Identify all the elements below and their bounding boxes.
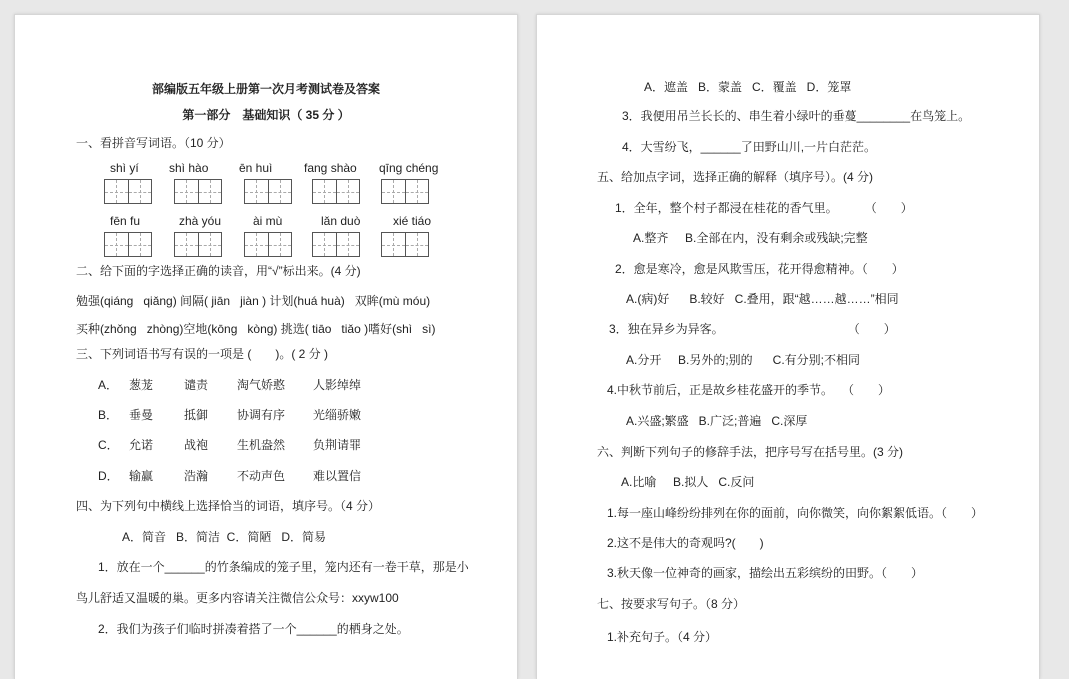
tianzige-box — [312, 232, 360, 257]
question-text: 1.补充句子。（4 分） — [607, 630, 718, 644]
question-line — [615, 261, 904, 277]
word-choices: A．简音 B．简洁 C．简陋 D．简易 — [122, 530, 327, 544]
tianzige-cell — [406, 233, 429, 256]
question-text: 1．放在一个______的竹条编成的笼子里，笼内还有一卷干草，那是小 — [98, 560, 469, 574]
pinyin-label: ēn huì — [239, 161, 273, 175]
question-text: 1．全年，整个村子都浸在桂花的香气里。 — [615, 201, 838, 215]
tianzige-box — [244, 232, 292, 257]
tianzige-cell — [129, 233, 152, 256]
document-page-right — [536, 14, 1040, 679]
option-word: 光缁骄嫩 — [313, 408, 362, 422]
answer-choices: A.比喻 B.拟人 C.反问 — [621, 475, 755, 489]
tianzige-cell — [382, 233, 406, 256]
pinyin-label: shì hào — [169, 161, 209, 175]
option-word: 不动声色 — [237, 469, 286, 483]
doc-title: 部编版五年级上册第一次月考测试卷及答案 — [151, 82, 380, 96]
answer-bracket: （ ） — [861, 262, 904, 276]
option-letter: C． — [98, 438, 119, 452]
pronunciation-line: 买种(zhǒng zhòng)空地(kōng kòng) 挑选( tiāo tiǎo )嗜好(shì sì) — [76, 322, 436, 336]
section-6-heading: 六、判断下列句子的修辞手法，把序号写在括号里。(3 分) — [597, 445, 904, 459]
pronunciation-line: 勉强(qiáng qiǎng) 间隔( jiān jiàn ) 计划(huá huà) 双眸(mù móu) — [76, 294, 431, 308]
question-text: 2．我们为孩子们临时拼凑着搭了一个______的栖身之处。 — [98, 622, 409, 636]
question-text: 3．我便用吊兰长长的、串生着小绿叶的垂蔓________在鸟笼上。 — [622, 109, 971, 123]
option-word: 战袍 — [184, 438, 209, 452]
tianzige-cell — [175, 233, 199, 256]
tianzige-cell — [269, 180, 292, 203]
pinyin-label: shì yí — [110, 161, 139, 175]
section-5-heading: 五、给加点字词，选择正确的解释（填序号）。(4 分) — [597, 170, 874, 184]
pinyin-label: qīng chéng — [379, 161, 439, 175]
section-4-heading: 四、为下列句中横线上选择恰当的词语，填序号。（4 分） — [76, 499, 381, 513]
option-letter: B． — [98, 408, 119, 422]
tianzige-cell — [129, 180, 152, 203]
answer-choices: A.(病)好 B.较好 C.叠用，跟“越……越……”相同 — [626, 292, 899, 306]
pinyin-label: xié tiáo — [393, 214, 432, 228]
question-text: 3．独在异乡为异客。 — [609, 322, 724, 336]
tianzige-cell — [269, 233, 292, 256]
answer-choices: A.兴盛;繁盛 B.广泛;普遍 C.深厚 — [626, 414, 808, 428]
question-text: 4.中秋节前后，正是故乡桂花盛开的季节。 — [607, 383, 834, 397]
tianzige-cell — [105, 180, 129, 203]
question-text: 2．愈是寒冷，愈是风欺雪压，花开得愈精神。 — [615, 262, 862, 276]
option-word: 难以置信 — [313, 469, 362, 483]
pinyin-label: ài mù — [253, 214, 283, 228]
question-text: 3.秋天像一位神奇的画家，描绘出五彩缤纷的田野。（ ） — [607, 566, 924, 580]
option-word: 人影绰绰 — [313, 378, 362, 392]
pinyin-label: fang shào — [304, 161, 357, 175]
question-line — [609, 321, 896, 337]
tianzige-box — [381, 232, 429, 257]
option-word: 淘气娇憨 — [237, 378, 286, 392]
tianzige-box — [174, 232, 222, 257]
word-choices: A．遮盖 B．蒙盖 C．覆盖 D．笼罩 — [644, 80, 852, 94]
option-word: 葱茏 — [129, 378, 154, 392]
answer-choices: A.分开 B.另外的;别的 C.有分别;不相同 — [626, 353, 861, 367]
section-7-heading: 七、按要求写句子。（8 分） — [597, 597, 746, 611]
tianzige-cell — [245, 180, 269, 203]
question-text: 鸟儿舒适又温暖的巢。更多内容请关注微信公众号：xxyw100 — [76, 591, 399, 605]
question-text: 4．大雪纷飞，______了田野山川,一片白茫茫。 — [622, 140, 877, 154]
tianzige-box — [312, 179, 360, 204]
pinyin-label: lǎn duò — [321, 214, 361, 228]
tianzige-cell — [105, 233, 129, 256]
option-word: 允诺 — [129, 438, 154, 452]
option-word: 输赢 — [129, 469, 154, 483]
answer-bracket: （ ） — [870, 201, 913, 215]
tianzige-box — [244, 179, 292, 204]
option-word: 谴责 — [184, 378, 209, 392]
option-word: 负荆请罪 — [313, 438, 362, 452]
option-letter: A． — [98, 378, 119, 392]
tianzige-cell — [337, 233, 360, 256]
tianzige-box — [104, 179, 152, 204]
question-text: 2.这不是伟大的奇观吗?( ) — [607, 536, 764, 550]
document-page-left — [14, 14, 518, 679]
tianzige-cell — [382, 180, 406, 203]
option-letter: D． — [98, 469, 119, 483]
tianzige-cell — [406, 180, 429, 203]
option-word: 垂曼 — [129, 408, 154, 422]
tianzige-cell — [313, 180, 337, 203]
option-word: 协调有序 — [237, 408, 286, 422]
section-3-heading: 三、下列词语书写有误的一项是 ( )。( 2 分 ) — [76, 347, 328, 361]
tianzige-cell — [175, 180, 199, 203]
pinyin-label: fēn fu — [110, 214, 141, 228]
answer-bracket: （ ） — [853, 322, 896, 336]
option-word: 抵御 — [184, 408, 209, 422]
option-word: 生机盎然 — [237, 438, 286, 452]
tianzige-cell — [245, 233, 269, 256]
option-word: 浩瀚 — [184, 469, 209, 483]
tianzige-cell — [199, 233, 222, 256]
question-line — [607, 382, 890, 398]
question-line — [615, 200, 913, 216]
answer-bracket: （ ） — [848, 383, 891, 397]
pinyin-label: zhà yóu — [179, 214, 222, 228]
tianzige-box — [104, 232, 152, 257]
tianzige-cell — [199, 180, 222, 203]
answer-choices: A.整齐 B.全部在内，没有剩余或残缺;完整 — [633, 231, 868, 245]
section-1-heading: 一、看拼音写词语。（10 分） — [76, 136, 231, 150]
tianzige-box — [381, 179, 429, 204]
section-2-heading: 二、给下面的字选择正确的读音，用“√”标出来。(4 分) — [76, 264, 361, 278]
part-heading: 第一部分 基础知识（ 35 分 ） — [182, 108, 350, 122]
tianzige-cell — [337, 180, 360, 203]
tianzige-cell — [313, 233, 337, 256]
question-text: 1.每一座山峰纷纷排列在你的面前，向你微笑，向你絮絮低语。（ ） — [607, 506, 984, 520]
tianzige-box — [174, 179, 222, 204]
